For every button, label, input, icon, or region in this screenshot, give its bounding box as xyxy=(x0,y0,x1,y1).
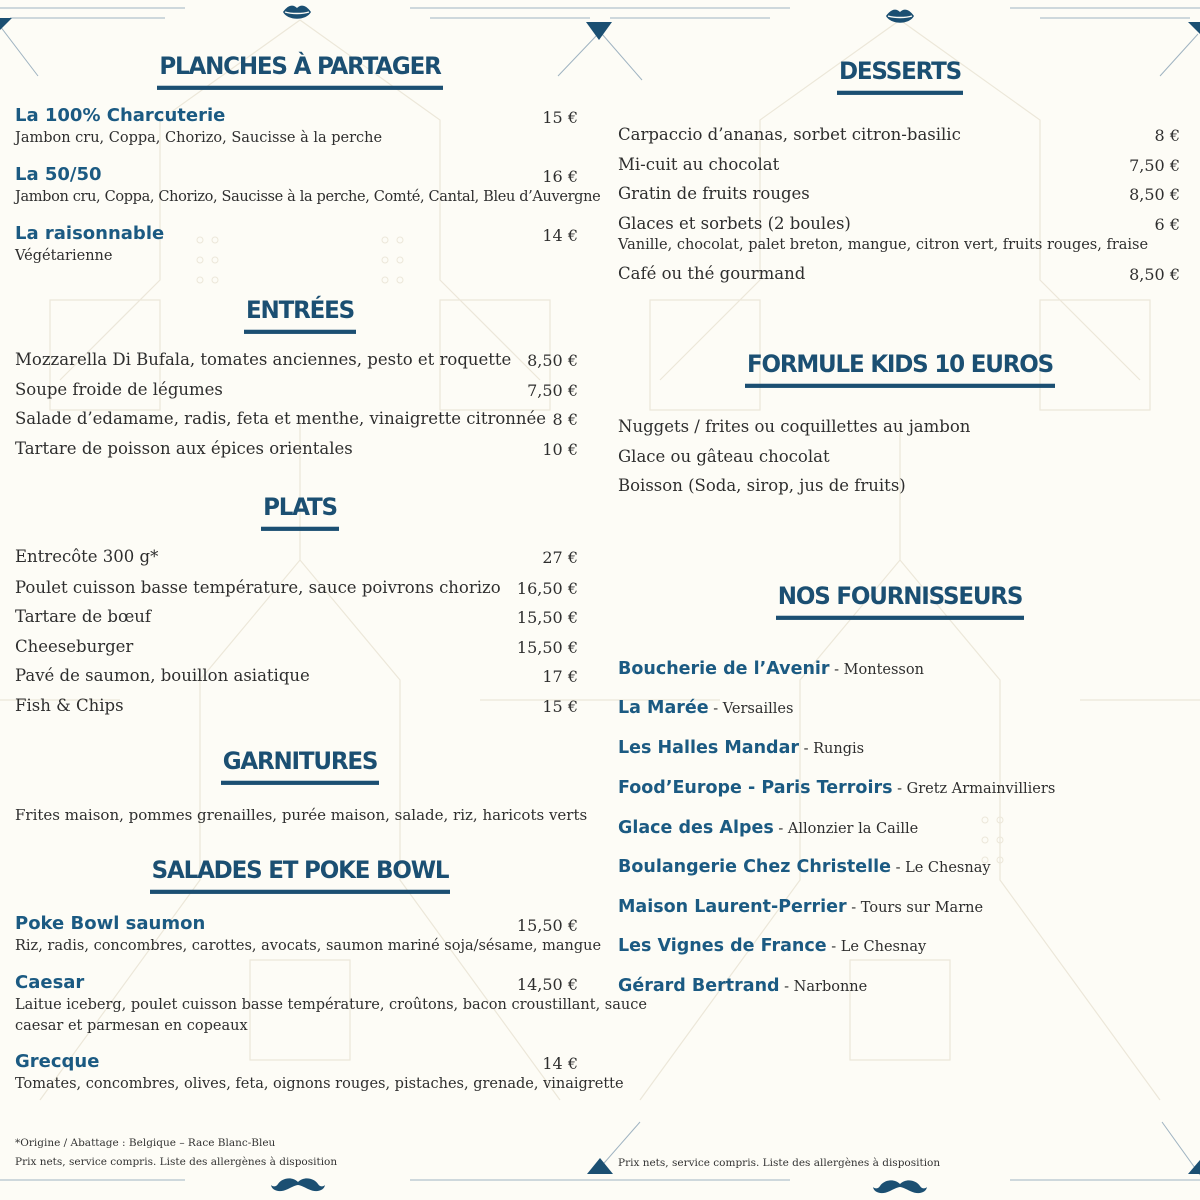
menu-page-right xyxy=(600,0,1200,1200)
item-price: 8,50 € xyxy=(527,351,578,370)
mustache-icon xyxy=(872,1178,928,1196)
list-item: Fish & Chips xyxy=(15,696,124,715)
item-name-poke-bowl: Poke Bowl saumon xyxy=(15,913,206,934)
item-price: 6 € xyxy=(1154,215,1180,234)
garnitures-text: Frites maison, pommes grenailles, purée maison, salade, riz, haricots verts xyxy=(15,806,588,824)
mustache-icon xyxy=(270,1176,326,1194)
supplier-item: Gérard Bertrand - Narbonne xyxy=(618,976,868,996)
list-item: Pavé de saumon, bouillon asiatique xyxy=(15,666,310,685)
lips-icon xyxy=(281,3,313,23)
list-item: Soupe froide de légumes xyxy=(15,380,223,399)
item-desc-caesar: Laitue iceberg, poulet cuisson basse température, croûtons, bacon croustillant, sauce xyxy=(15,997,647,1013)
list-item: Poulet cuisson basse température, sauce poivrons chorizo xyxy=(15,578,501,597)
footer-note: Prix nets, service compris. Liste des allergènes à disposition xyxy=(618,1157,941,1169)
item-price-50-50: 16 € xyxy=(542,167,578,186)
item-name-100-charcuterie: La 100% Charcuterie xyxy=(15,105,226,126)
item-price-raisonnable: 14 € xyxy=(542,226,578,245)
item-desc-100-charcuterie: Jambon cru, Coppa, Chorizo, Saucisse à la perche xyxy=(15,130,383,146)
item-desc-raisonnable: Végétarienne xyxy=(15,248,113,264)
item-price: 16,50 € xyxy=(516,579,578,598)
item-price-poke-bowl: 15,50 € xyxy=(516,916,578,935)
list-item: Glace ou gâteau chocolat xyxy=(618,447,830,466)
section-title-kids: FORMULE KIDS 10 EUROS xyxy=(600,350,1200,387)
item-price-caesar: 14,50 € xyxy=(516,975,578,994)
list-item: Boisson (Soda, sirop, jus de fruits) xyxy=(618,476,906,495)
item-price: 17 € xyxy=(542,667,578,686)
list-item: Tartare de bœuf xyxy=(15,607,151,626)
item-price: 7,50 € xyxy=(527,381,578,400)
item-desc-caesar-2: caesar et parmesan en copeaux xyxy=(15,1018,248,1034)
list-item: Mozzarella Di Bufala, tomates anciennes, pesto et roquette xyxy=(15,350,512,369)
section-title-garnitures: GARNITURES xyxy=(0,747,600,784)
item-price: 15,50 € xyxy=(516,608,578,627)
item-price: 8 € xyxy=(552,410,578,429)
item-price-100-charcuterie: 15 € xyxy=(542,108,578,127)
item-price: 8,50 € xyxy=(1129,185,1180,204)
section-title-fournisseurs: NOS FOURNISSEURS xyxy=(600,582,1200,619)
list-item: Mi-cuit au chocolat xyxy=(618,155,780,174)
item-price: 10 € xyxy=(542,440,578,459)
section-title-plats: PLATS xyxy=(0,493,600,530)
supplier-item: Food’Europe - Paris Terroirs - Gretz Armainvilliers xyxy=(618,778,1056,798)
footer-note: Prix nets, service compris. Liste des allergènes à disposition xyxy=(15,1156,338,1168)
list-item: Carpaccio d’ananas, sorbet citron-basilic xyxy=(618,125,961,144)
supplier-item: La Marée - Versailles xyxy=(618,698,794,718)
item-price: 27 € xyxy=(542,548,578,567)
supplier-item: Glace des Alpes - Allonzier la Caille xyxy=(618,818,919,838)
item-desc-50-50: Jambon cru, Coppa, Chorizo, Saucisse à la perche, Comté, Cantal, Bleu d’Auvergne xyxy=(15,189,601,205)
footnote-origine: *Origine / Abattage : Belgique – Race Blanc-Bleu xyxy=(15,1137,276,1149)
list-item: Salade d’edamame, radis, feta et menthe, vinaigrette citronnée xyxy=(15,409,547,428)
list-item: Café ou thé gourmand xyxy=(618,264,806,283)
lips-icon xyxy=(884,7,916,27)
section-title-planches: PLANCHES À PARTAGER xyxy=(0,52,600,89)
item-name-raisonnable: La raisonnable xyxy=(15,223,165,244)
section-title-desserts: DESSERTS xyxy=(600,57,1200,94)
item-price: 8 € xyxy=(1154,126,1180,145)
list-item: Tartare de poisson aux épices orientales xyxy=(15,439,353,458)
item-name-grecque: Grecque xyxy=(15,1051,100,1072)
supplier-item: Boulangerie Chez Christelle - Le Chesnay xyxy=(618,857,991,877)
section-title-salades: SALADES ET POKE BOWL xyxy=(0,856,600,893)
list-item: Entrecôte 300 g* xyxy=(15,547,159,566)
item-desc-poke-bowl: Riz, radis, concombres, carottes, avocats, saumon mariné soja/sésame, mangue xyxy=(15,938,602,954)
item-name-caesar: Caesar xyxy=(15,972,85,993)
item-name-50-50: La 50/50 xyxy=(15,164,102,185)
supplier-item: Boucherie de l’Avenir - Montesson xyxy=(618,659,924,679)
list-item: Glaces et sorbets (2 boules) xyxy=(618,214,851,233)
supplier-item: Maison Laurent-Perrier - Tours sur Marne xyxy=(618,897,984,917)
item-desc: Vanille, chocolat, palet breton, mangue, citron vert, fruits rouges, fraise xyxy=(618,237,1149,253)
list-item: Gratin de fruits rouges xyxy=(618,184,810,203)
item-price: 8,50 € xyxy=(1129,265,1180,284)
list-item: Nuggets / frites ou coquillettes au jambon xyxy=(618,417,971,436)
item-price-grecque: 14 € xyxy=(542,1054,578,1073)
item-price: 15,50 € xyxy=(516,638,578,657)
list-item: Cheeseburger xyxy=(15,637,134,656)
supplier-item: Les Halles Mandar - Rungis xyxy=(618,738,865,758)
section-title-entrees: ENTRÉES xyxy=(0,296,600,333)
item-price: 7,50 € xyxy=(1129,156,1180,175)
item-desc-grecque: Tomates, concombres, olives, feta, oignons rouges, pistaches, grenade, vinaigrette xyxy=(15,1076,624,1092)
item-price: 15 € xyxy=(542,697,578,716)
supplier-item: Les Vignes de France - Le Chesnay xyxy=(618,936,927,956)
